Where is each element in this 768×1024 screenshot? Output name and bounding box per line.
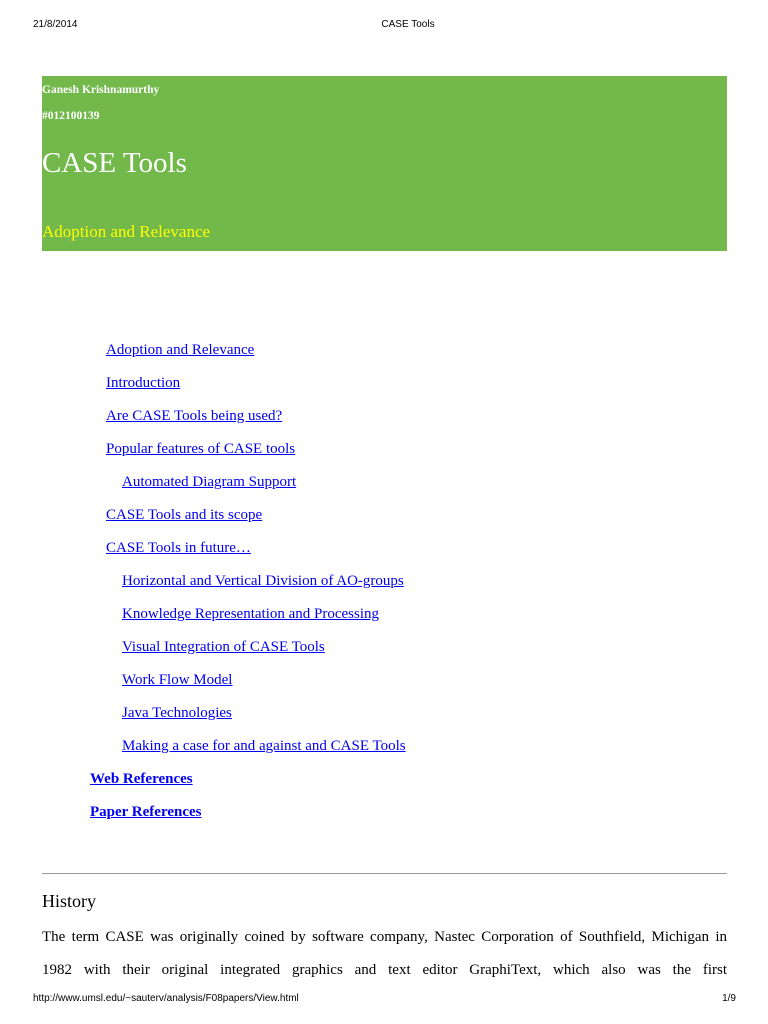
toc-link-work-flow-model[interactable]: Work Flow Model xyxy=(122,672,233,688)
toc-link-case-tools-scope[interactable]: CASE Tools and its scope xyxy=(106,507,263,523)
toc-link-paper-references[interactable]: Paper References xyxy=(90,804,202,820)
toc-link-are-case-tools-being-used[interactable]: Are CASE Tools being used? xyxy=(106,408,283,424)
page-title: CASE Tools xyxy=(42,147,187,179)
student-id: #012100139 xyxy=(42,110,100,122)
toc-link-introduction[interactable]: Introduction xyxy=(106,375,181,391)
paragraph-line: The term CASE was originally coined by software company, Nastec Corporation of Southfield, Michigan in xyxy=(42,929,727,945)
history-paragraph xyxy=(42,927,727,993)
toc-link-adoption-and-relevance[interactable]: Adoption and Relevance xyxy=(106,342,255,358)
print-date: 21/8/2014 xyxy=(33,19,78,30)
print-footer xyxy=(0,993,768,1007)
toc-link-making-a-case[interactable]: Making a case for and against and CASE Tools xyxy=(122,738,406,754)
toc-link-horizontal-vertical-division[interactable]: Horizontal and Vertical Division of AO-groups xyxy=(122,573,404,589)
print-page-title: CASE Tools xyxy=(381,19,435,30)
toc-link-popular-features[interactable]: Popular features of CASE tools xyxy=(106,441,296,457)
title-banner xyxy=(42,76,727,251)
author-name: Ganesh Krishnamurthy xyxy=(42,84,160,96)
section-divider xyxy=(42,873,727,874)
toc-link-web-references[interactable]: Web References xyxy=(90,771,193,787)
paragraph-line: 1982 with their original integrated graphics and text editor GraphiText, which also was the first xyxy=(42,962,727,978)
toc-link-knowledge-representation[interactable]: Knowledge Representation and Processing xyxy=(122,606,380,622)
page-url: http://www.umsl.edu/~sauterv/analysis/F08papers/View.html xyxy=(33,993,299,1004)
toc-link-case-tools-future[interactable]: CASE Tools in future… xyxy=(106,540,251,556)
page-subtitle: Adoption and Relevance xyxy=(42,222,211,241)
toc-link-visual-integration[interactable]: Visual Integration of CASE Tools xyxy=(122,639,325,655)
toc-link-automated-diagram-support[interactable]: Automated Diagram Support xyxy=(122,474,297,490)
history-heading: History xyxy=(42,891,96,911)
print-header xyxy=(0,19,768,33)
page-number: 1/9 xyxy=(722,993,736,1004)
toc-link-java-technologies[interactable]: Java Technologies xyxy=(122,705,232,721)
